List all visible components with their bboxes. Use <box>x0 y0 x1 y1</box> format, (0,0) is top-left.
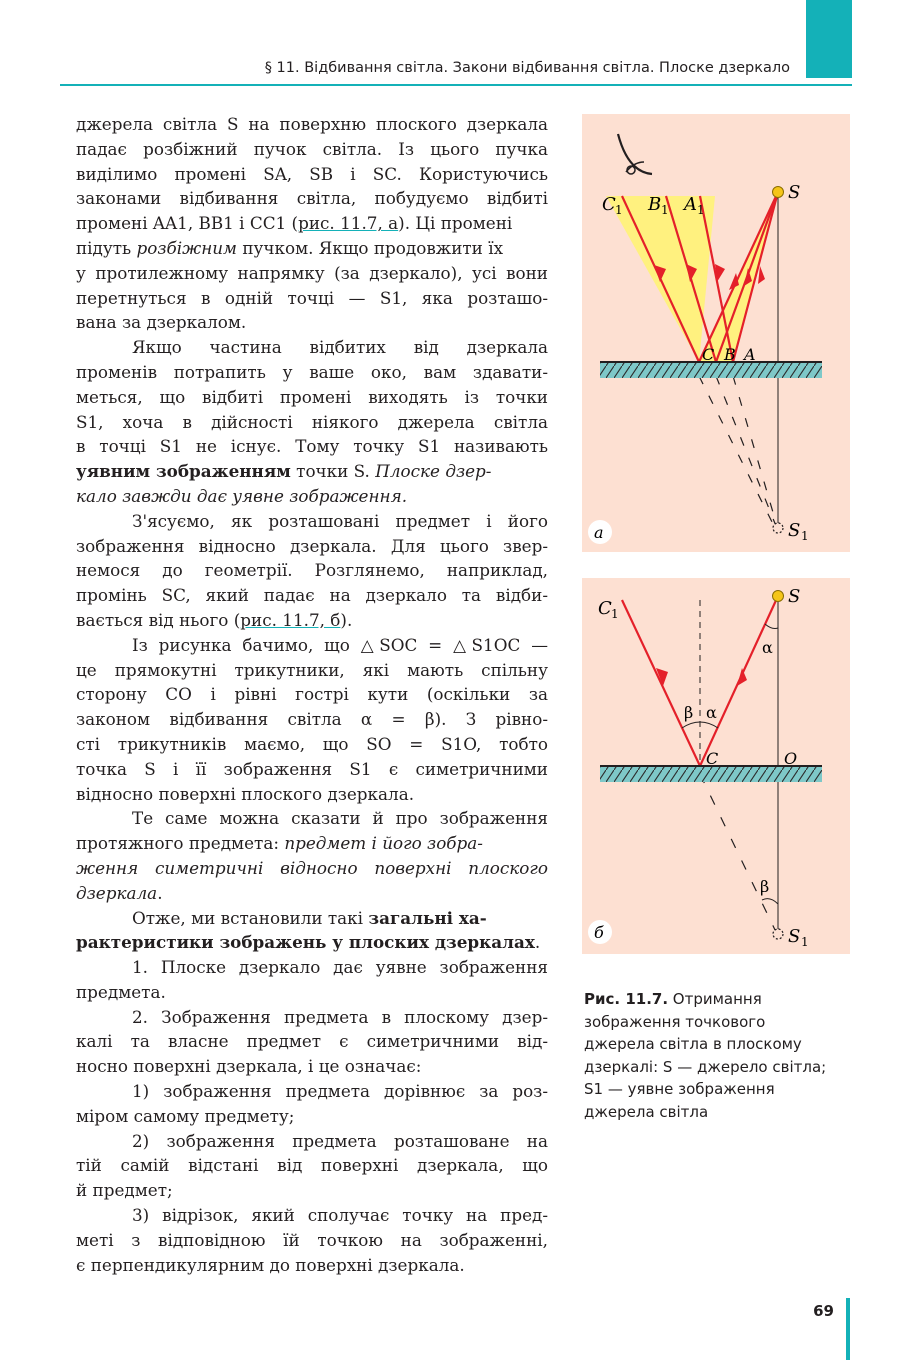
label-C1: C <box>598 598 612 619</box>
label-S: S <box>788 182 801 203</box>
list-item: 2. Зображення предмета в плоскому дзер- <box>132 1006 548 1027</box>
text-line: S1, хоча в дійсності ніякого джерела світла <box>76 411 548 432</box>
text-line: й предмет; <box>76 1180 173 1201</box>
list-item: 3) відрізок, який сполучає точку на пред- <box>132 1205 548 1226</box>
svg-text:1: 1 <box>801 529 809 543</box>
text-line: відносно поверхні плоского дзеркала. <box>76 783 415 804</box>
image-point <box>773 929 783 939</box>
svg-text:1: 1 <box>697 203 705 217</box>
text-line: протяжного предмета: предмет і його зобра- <box>76 833 483 854</box>
text-line: підуть розбіжним пучком. Якщо продовжити їх <box>76 237 504 258</box>
text-line: Те саме можна сказати й про зображення <box>132 808 548 829</box>
list-item: 2) зображення предмета розташоване на <box>132 1130 548 1151</box>
chapter-tab <box>806 0 852 78</box>
svg-text:1: 1 <box>661 203 669 217</box>
label-S1: S <box>788 520 801 541</box>
label-S: S <box>788 586 801 607</box>
term-characteristics: рактеристики зображень у плоских дзеркалах <box>76 932 535 953</box>
figure-11-7b <box>582 578 850 954</box>
mirror <box>600 766 822 782</box>
text-line: променів потрапить у ваше око, вам здавати- <box>76 361 548 382</box>
text-line: калі та власне предмет є симетричними від- <box>76 1031 548 1052</box>
figure-a-diagram <box>582 114 850 552</box>
label-C1: C <box>602 194 616 215</box>
text-line: дзеркала. <box>76 882 163 903</box>
text-line: виділимо промені SA, SB і SC. Користуючись <box>76 163 548 184</box>
page-number-bar <box>846 1298 850 1360</box>
text-line: зображення відносно дзеркала. Для цього звер- <box>76 535 548 556</box>
text-line: кало завжди дає уявне зображення. <box>76 485 408 506</box>
svg-text:1: 1 <box>801 935 809 949</box>
arrowheads <box>656 668 747 686</box>
image-extensions <box>699 376 777 526</box>
header-rule <box>60 84 852 86</box>
label-A1: A <box>684 194 697 215</box>
text-line: Із рисунка бачимо, що △SOC = △S1OC — <box>132 634 548 655</box>
arc-beta-bottom <box>762 899 778 904</box>
text-line: вана за дзеркалом. <box>76 312 247 333</box>
text-line: законом відбивання світла α = β). З рівно- <box>76 709 548 730</box>
text-line: сті трикутників маємо, що SO = S1O, тобто <box>76 733 548 754</box>
text-line: перетнуться в одній точці — S1, яка розташо- <box>76 287 548 308</box>
text-line: уявним зображенням точки S. Плоске дзер- <box>76 461 492 482</box>
image-extension <box>700 774 776 932</box>
text-line: в точці S1 не існує. Тому точку S1 називають <box>76 436 548 457</box>
text-line: Якщо частина відбитих від дзеркала <box>132 337 548 358</box>
label-B: B <box>724 345 736 364</box>
text-line: З'ясуємо, як розташовані предмет і його <box>132 510 548 531</box>
label-C: C <box>706 749 719 768</box>
text-line: точка S і її зображення S1 є симетричними <box>76 758 548 779</box>
main-text <box>76 112 548 1277</box>
text-line: меться, що відбиті промені виходять із точки <box>76 386 548 407</box>
text-line: вається від нього (рис. 11.7, б). <box>76 609 353 630</box>
label-S1: S <box>788 926 801 947</box>
figure-11-7a <box>582 114 850 552</box>
caption-label: Рис. 11.7. <box>584 990 669 1008</box>
svg-text:1: 1 <box>611 607 619 621</box>
text-line: немося до геометрії. Розглянемо, наприклад, <box>76 560 548 581</box>
text-line: носно поверхні дзеркала, і це означає: <box>76 1056 422 1077</box>
source-point <box>773 591 784 602</box>
running-header: § 11. Відбивання світла. Закони відбивання світла. Плоске дзеркало <box>264 60 790 76</box>
text-line: законами відбивання світла, побудуємо відбиті <box>76 188 548 209</box>
svg-text:1: 1 <box>615 203 623 217</box>
panel-label-b: б <box>594 923 604 942</box>
figure-b-diagram <box>582 578 850 954</box>
term-virtual-image: уявним зображенням <box>76 461 291 482</box>
list-item: 1) зображення предмета дорівнює за роз- <box>132 1081 548 1102</box>
image-point <box>773 523 783 533</box>
label-B1: B <box>648 194 662 215</box>
text-line: це прямокутні трикутники, які мають спільну <box>76 659 548 680</box>
label-A: A <box>744 345 756 364</box>
figure-reference-b[interactable]: рис. 11.7, б <box>240 609 341 630</box>
text-line: падає розбіжний пучок світла. Із цього пучка <box>76 138 548 159</box>
label-beta-bottom: β <box>760 877 770 896</box>
text-line: тій самій відстані від поверхні дзеркала, що <box>76 1155 548 1176</box>
label-alpha-top: α <box>762 638 773 657</box>
text-line: джерела світла S на поверхню плоского дзеркала <box>76 114 548 134</box>
figure-reference-a[interactable]: рис. 11.7, а <box>298 213 399 234</box>
page-number: 69 <box>813 1302 834 1320</box>
mirror <box>600 362 822 378</box>
text-line: рактеристики зображень у плоских дзеркалах. <box>76 932 541 953</box>
source-point <box>773 187 784 198</box>
label-beta-C: β <box>684 703 694 722</box>
list-item: 1. Плоске дзеркало дає уявне зображення <box>132 957 548 978</box>
text-line: сторону CO і рівні гострі кути (оскільки за <box>76 684 548 705</box>
label-O: O <box>784 749 798 768</box>
text-line: у протилежному напрямку (за дзеркало), усі вони <box>76 262 548 283</box>
text-line: Отже, ми встановили такі загальні ха- <box>132 907 487 928</box>
arc-alpha-top <box>765 624 778 629</box>
text-line: предмета. <box>76 981 166 1002</box>
panel-label-a: а <box>594 523 604 542</box>
text-line: меті з відповідною їй точкою на зображенні, <box>76 1229 548 1250</box>
text-line: промінь SC, який падає на дзеркало та відби- <box>76 585 548 606</box>
label-C: C <box>702 345 715 364</box>
label-alpha-C: α <box>706 703 717 722</box>
text-line: ження симетричні відносно поверхні плоского <box>76 857 548 878</box>
figure-caption: Рис. 11.7. Отримання зображення точкового джерела світла в плоскому дзеркалі: S — джерело світла; S1 — уявне зображення джерела світла <box>584 990 827 1121</box>
text-line: є перпендикулярним до поверхні дзеркала. <box>76 1254 465 1275</box>
text-line: міром самому предмету; <box>76 1105 295 1126</box>
text-line: промені AA1, BB1 і CC1 (рис. 11.7, а). Ці промені <box>76 213 513 234</box>
